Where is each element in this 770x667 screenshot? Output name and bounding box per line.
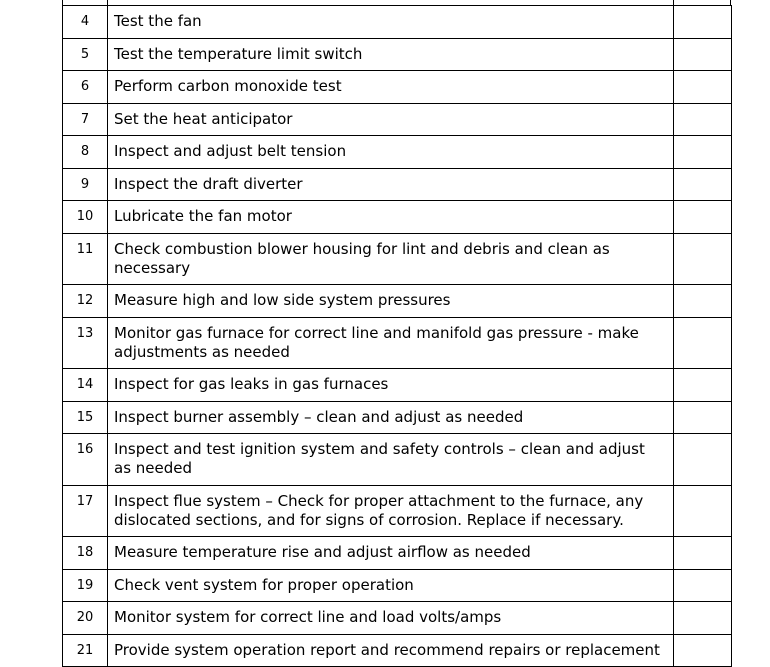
table-row bbox=[63, 234, 732, 285]
task-description: Monitor system for correct line and load volts/amps bbox=[108, 602, 674, 635]
check-cell[interactable] bbox=[674, 201, 732, 234]
check-cell[interactable] bbox=[674, 318, 732, 369]
table-row bbox=[63, 570, 732, 602]
task-description: Check vent system for proper operation bbox=[108, 570, 674, 602]
check-cell[interactable] bbox=[674, 434, 732, 486]
row-number: 6 bbox=[63, 71, 108, 104]
check-cell[interactable] bbox=[674, 602, 732, 635]
row-number: 14 bbox=[63, 369, 108, 402]
check-cell[interactable] bbox=[674, 402, 732, 434]
table-row bbox=[63, 402, 732, 434]
table-row bbox=[63, 71, 732, 104]
check-cell[interactable] bbox=[674, 71, 732, 104]
row-number: 10 bbox=[63, 201, 108, 234]
maintenance-checklist bbox=[62, 5, 731, 667]
check-cell[interactable] bbox=[674, 570, 732, 602]
row-number: 12 bbox=[63, 285, 108, 318]
task-description: Set the heat anticipator bbox=[108, 104, 674, 136]
row-number: 9 bbox=[63, 169, 108, 201]
row-number: 5 bbox=[63, 39, 108, 71]
check-cell[interactable] bbox=[674, 39, 732, 71]
table-row bbox=[63, 201, 732, 234]
check-cell[interactable] bbox=[674, 285, 732, 318]
row-number: 11 bbox=[63, 234, 108, 285]
row-number: 7 bbox=[63, 104, 108, 136]
task-description: Test the fan bbox=[108, 6, 674, 39]
row-number: 18 bbox=[63, 537, 108, 570]
task-description: Perform carbon monoxide test bbox=[108, 71, 674, 104]
task-description: Inspect for gas leaks in gas furnaces bbox=[108, 369, 674, 402]
row-number: 15 bbox=[63, 402, 108, 434]
row-number: 16 bbox=[63, 434, 108, 486]
table-row bbox=[63, 635, 732, 667]
check-cell[interactable] bbox=[674, 136, 732, 169]
row-number: 4 bbox=[63, 6, 108, 39]
table-row bbox=[63, 104, 732, 136]
task-description: Inspect and adjust belt tension bbox=[108, 136, 674, 169]
check-cell[interactable] bbox=[674, 486, 732, 537]
task-description: Measure high and low side system pressures bbox=[108, 285, 674, 318]
table-row bbox=[63, 169, 732, 201]
table-row bbox=[63, 39, 732, 71]
table-row bbox=[63, 318, 732, 369]
row-number: 8 bbox=[63, 136, 108, 169]
table-row bbox=[63, 136, 732, 169]
check-cell[interactable] bbox=[674, 6, 732, 39]
row-number: 13 bbox=[63, 318, 108, 369]
check-cell[interactable] bbox=[674, 169, 732, 201]
task-description: Inspect burner assembly – clean and adjust as needed bbox=[108, 402, 674, 434]
check-cell[interactable] bbox=[674, 369, 732, 402]
table-row bbox=[63, 486, 732, 537]
task-description: Test the temperature limit switch bbox=[108, 39, 674, 71]
task-description: Monitor gas furnace for correct line and manifold gas pressure - make adjustments as needed bbox=[108, 318, 674, 369]
row-number: 19 bbox=[63, 570, 108, 602]
row-number: 20 bbox=[63, 602, 108, 635]
table-row bbox=[63, 369, 732, 402]
task-description: Provide system operation report and recommend repairs or replacement bbox=[108, 635, 674, 667]
check-cell[interactable] bbox=[674, 104, 732, 136]
table-row bbox=[63, 434, 732, 486]
task-description: Check combustion blower housing for lint and debris and clean as necessary bbox=[108, 234, 674, 285]
table-row bbox=[63, 602, 732, 635]
check-cell[interactable] bbox=[674, 635, 732, 667]
table-row bbox=[63, 6, 732, 39]
row-number: 21 bbox=[63, 635, 108, 667]
table-row bbox=[63, 285, 732, 318]
check-cell[interactable] bbox=[674, 234, 732, 285]
task-description: Lubricate the fan motor bbox=[108, 201, 674, 234]
task-description: Measure temperature rise and adjust airflow as needed bbox=[108, 537, 674, 570]
table-row bbox=[63, 537, 732, 570]
row-number: 17 bbox=[63, 486, 108, 537]
task-description: Inspect the draft diverter bbox=[108, 169, 674, 201]
task-description: Inspect flue system – Check for proper attachment to the furnace, any dislocated sections, and for signs of corrosion. Replace if necessary. bbox=[108, 486, 674, 537]
checklist-table bbox=[62, 5, 732, 667]
check-cell[interactable] bbox=[674, 537, 732, 570]
task-description: Inspect and test ignition system and safety controls – clean and adjust as needed bbox=[108, 434, 674, 486]
